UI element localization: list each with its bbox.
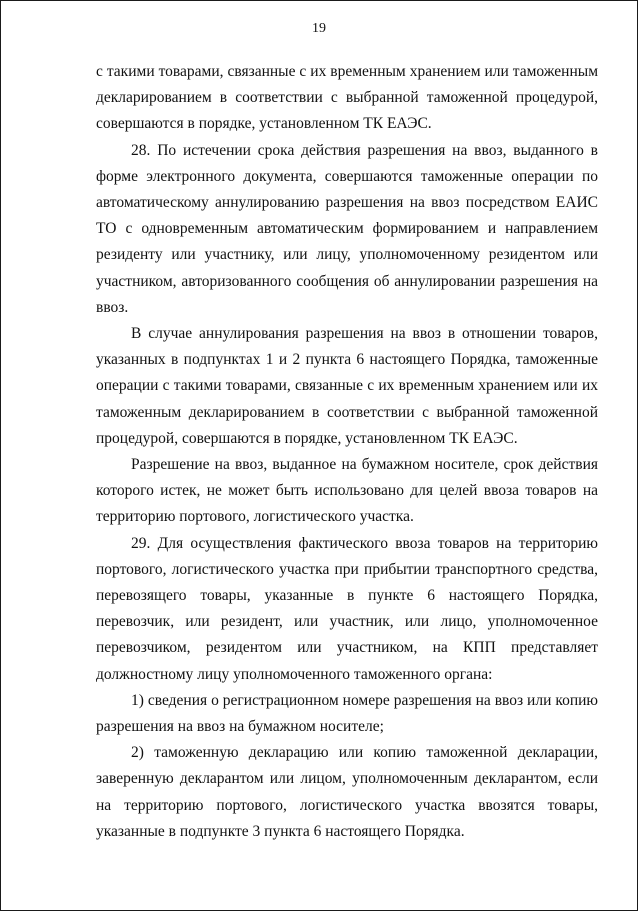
paragraph-paper-permit: Разрешение на ввоз, выданное на бумажном носителе, срок действия которого истек, не может быть использовано для целей ввоза товаров на территорию портового, логистического участка. <box>96 456 598 526</box>
paragraph-annulment-case: В случае аннулирования разрешения на ввоз в отношении товаров, указанных в подпунктах 1 и 2 пункта 6 настоящего Порядка, таможенные операции с такими товарами, связанные с их временным хранением или их таможенным декларированием в соответствии с выбранной таможенной процедурой, совершаются в порядке, установленном ТК ЕАЭС. <box>96 325 598 447</box>
document-body <box>96 59 598 845</box>
page-number: 19 <box>312 21 326 36</box>
paragraph-continuation: с такими товарами, связанные с их временным хранением или таможенным декларированием в соответствии с выбранной таможенной процедурой, совершаются в порядке, установленном ТК ЕАЭС. <box>96 63 598 133</box>
paragraph-29: 29. Для осуществления фактического ввоза товаров на территорию портового, логистического участка при прибытии транспортного средства, перевозящего товары, указанные в пункте 6 настоящего Порядка, перевозчик, или резидент, или участник, или лицо, уполномоченное перевозчиком, резидентом или участником, на КПП представляет должностному лицу уполномоченного таможенного органа: <box>96 534 598 683</box>
list-item-2: 2) таможенную декларацию или копию таможенной декларации, заверенную декларантом или лицом, уполномоченным декларантом, если на территорию портового, логистического участка ввозятся товары, указанные в подпункте 3 пункта 6 настоящего Порядка. <box>96 744 598 840</box>
list-item-1: 1) сведения о регистрационном номере разрешения на ввоз или копию разрешения на ввоз на бумажном носителе; <box>96 691 598 736</box>
paragraph-28: 28. По истечении срока действия разрешения на ввоз, выданного в форме электронного документа, совершаются таможенные операции по автоматическому аннулированию разрешения на ввоз посредством ЕАИС ТО с одновременным автоматическим формированием и направлением резиденту или участнику, или лицу, уполномоченному резидентом или участником, авторизованного сообщения об аннулировании разрешения на ввоз. <box>96 141 598 316</box>
